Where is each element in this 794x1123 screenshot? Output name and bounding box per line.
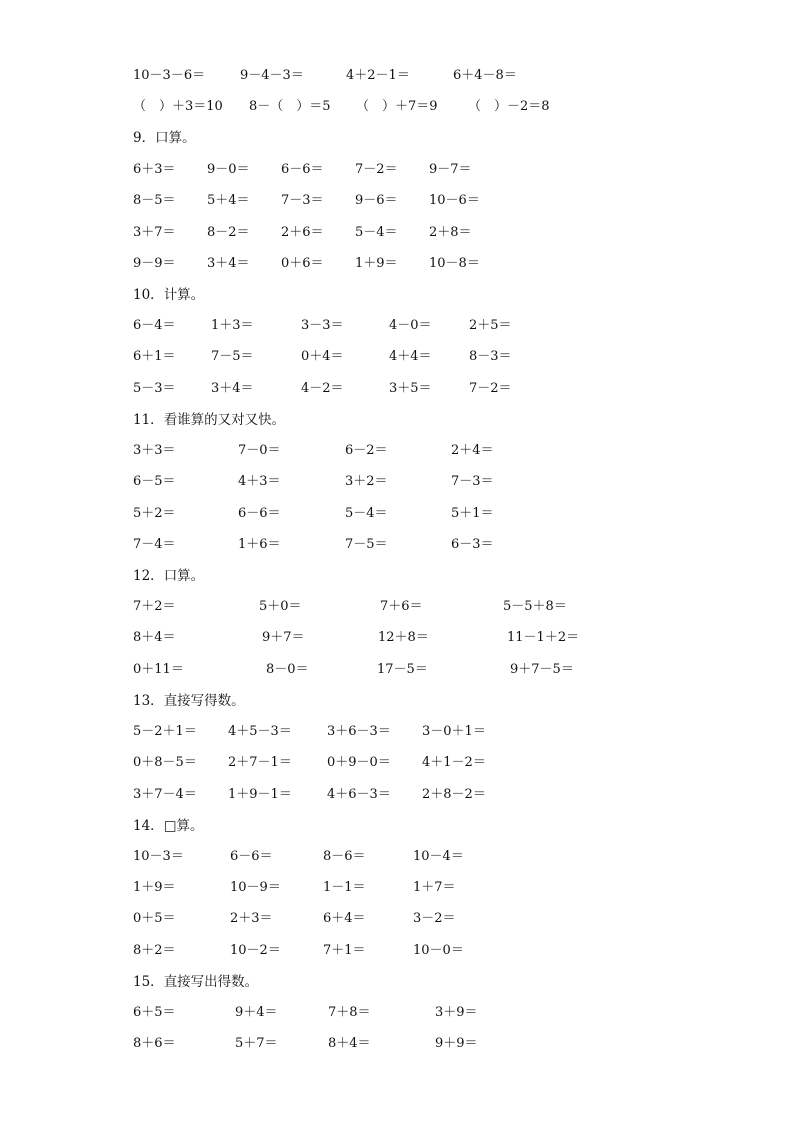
arithmetic-problem: 2＋8－2＝ — [422, 787, 486, 802]
arithmetic-problem: 5＋1＝ — [451, 506, 494, 521]
arithmetic-problem: 7＋6＝ — [380, 599, 423, 614]
problem-row — [0, 629, 794, 647]
arithmetic-problem: 6－4＝ — [133, 318, 176, 333]
arithmetic-problem: 6－3＝ — [451, 537, 494, 552]
problem-row — [0, 317, 794, 335]
arithmetic-problem: 2＋8＝ — [429, 225, 472, 240]
arithmetic-problem: 5－4＝ — [345, 506, 388, 521]
arithmetic-problem: 7－4＝ — [133, 537, 176, 552]
arithmetic-problem: 7－0＝ — [238, 443, 281, 458]
arithmetic-problem: 10－9＝ — [230, 880, 281, 895]
arithmetic-problem: 10－0＝ — [413, 943, 464, 958]
section-number: 9． — [133, 130, 156, 146]
arithmetic-problem: 3＋6－3＝ — [327, 724, 391, 739]
arithmetic-problem: 1＋3＝ — [211, 318, 254, 333]
problem-row — [0, 661, 794, 679]
arithmetic-problem: 3－0＋1＝ — [422, 724, 486, 739]
arithmetic-problem: 4＋3＝ — [238, 474, 281, 489]
arithmetic-problem: 0＋8－5＝ — [133, 755, 197, 770]
arithmetic-problem: 10－3＝ — [133, 849, 184, 864]
arithmetic-problem: 0＋6＝ — [281, 256, 324, 271]
arithmetic-problem: 5＋7＝ — [235, 1036, 278, 1051]
arithmetic-problem: 5＋2＝ — [133, 506, 176, 521]
arithmetic-problem: 0＋11＝ — [133, 662, 184, 677]
arithmetic-problem: 3＋7－4＝ — [133, 787, 197, 802]
arithmetic-problem: 0＋5＝ — [133, 911, 176, 926]
arithmetic-problem: 5－4＝ — [355, 225, 398, 240]
arithmetic-problem: 6＋1＝ — [133, 349, 176, 364]
arithmetic-problem: （ ）－2＝8 — [468, 99, 550, 114]
problem-row — [0, 505, 794, 523]
arithmetic-problem: 1＋6＝ — [238, 537, 281, 552]
arithmetic-problem: 12＋8＝ — [378, 630, 429, 645]
section-title: □算。 — [163, 818, 204, 834]
problem-row — [0, 98, 794, 116]
arithmetic-problem: 6－6＝ — [281, 162, 324, 177]
arithmetic-problem: 7－2＝ — [355, 162, 398, 177]
problem-row — [0, 536, 794, 554]
arithmetic-problem: 1＋9＝ — [133, 880, 176, 895]
arithmetic-problem: 5＋0＝ — [259, 599, 302, 614]
arithmetic-problem: 8＋6＝ — [133, 1036, 176, 1051]
arithmetic-problem: 9＋4＝ — [235, 1005, 278, 1020]
section-number: 12． — [133, 568, 164, 584]
arithmetic-problem: 3＋9＝ — [435, 1005, 478, 1020]
problem-row — [0, 473, 794, 491]
arithmetic-problem: 2＋7－1＝ — [228, 755, 292, 770]
section-heading — [133, 129, 196, 147]
problem-row — [0, 224, 794, 242]
arithmetic-problem: 4＋2－1＝ — [346, 68, 410, 83]
arithmetic-problem: 1＋9－1＝ — [228, 787, 292, 802]
arithmetic-problem: 8－0＝ — [266, 662, 309, 677]
arithmetic-problem: 2＋6＝ — [281, 225, 324, 240]
arithmetic-problem: 6－2＝ — [345, 443, 388, 458]
arithmetic-problem: 1＋9＝ — [355, 256, 398, 271]
arithmetic-problem: 7－3＝ — [281, 193, 324, 208]
arithmetic-problem: 3＋2＝ — [345, 474, 388, 489]
section-title: 直接写得数。 — [163, 693, 245, 709]
arithmetic-problem: 7＋2＝ — [133, 599, 176, 614]
arithmetic-problem: 6－6＝ — [238, 506, 281, 521]
section-heading — [133, 973, 258, 991]
section-title: 口算。 — [155, 130, 196, 146]
section-heading — [133, 411, 285, 429]
arithmetic-problem: 3－3＝ — [301, 318, 344, 333]
section-number: 11． — [133, 412, 164, 428]
problem-row — [0, 942, 794, 960]
arithmetic-problem: 9＋9＝ — [435, 1036, 478, 1051]
arithmetic-problem: 3－2＝ — [413, 911, 456, 926]
arithmetic-problem: 8－5＝ — [133, 193, 176, 208]
problem-row — [0, 848, 794, 866]
arithmetic-problem: 6＋4－8＝ — [453, 68, 517, 83]
arithmetic-problem: 4＋6－3＝ — [327, 787, 391, 802]
arithmetic-problem: 8＋4＝ — [328, 1036, 371, 1051]
arithmetic-problem: 6－5＝ — [133, 474, 176, 489]
problem-row — [0, 786, 794, 804]
arithmetic-problem: 1＋7＝ — [413, 880, 456, 895]
section-title: 直接写出得数。 — [163, 974, 259, 990]
arithmetic-problem: 7－5＝ — [345, 537, 388, 552]
problem-row — [0, 1004, 794, 1022]
problem-row — [0, 161, 794, 179]
arithmetic-problem: 10－6＝ — [429, 193, 480, 208]
arithmetic-problem: 9－7＝ — [429, 162, 472, 177]
arithmetic-problem: 3＋4＝ — [211, 381, 254, 396]
section-number: 13． — [133, 693, 164, 709]
section-number: 15． — [133, 974, 164, 990]
problem-row — [0, 1035, 794, 1053]
arithmetic-problem: 5－5＋8＝ — [503, 599, 567, 614]
section-number: 14． — [133, 818, 164, 834]
arithmetic-problem: 5－3＝ — [133, 381, 176, 396]
problem-row — [0, 879, 794, 897]
arithmetic-problem: 4－0＝ — [389, 318, 432, 333]
problem-row — [0, 723, 794, 741]
arithmetic-problem: 8－（ ）＝5 — [249, 99, 331, 114]
problem-row — [0, 380, 794, 398]
section-title: 计算。 — [163, 287, 205, 303]
arithmetic-problem: 6＋5＝ — [133, 1005, 176, 1020]
arithmetic-problem: 4＋5－3＝ — [228, 724, 292, 739]
arithmetic-problem: 9－4－3＝ — [240, 68, 304, 83]
problem-row — [0, 598, 794, 616]
arithmetic-problem: 4＋1－2＝ — [422, 755, 486, 770]
arithmetic-problem: 2＋3＝ — [230, 911, 273, 926]
arithmetic-problem: 10－3－6＝ — [133, 68, 206, 83]
arithmetic-problem: 0＋9－0＝ — [327, 755, 391, 770]
arithmetic-problem: 3＋3＝ — [133, 443, 176, 458]
arithmetic-problem: 10－4＝ — [413, 849, 464, 864]
arithmetic-problem: 8－6＝ — [323, 849, 366, 864]
section-title: 口算。 — [163, 568, 205, 584]
arithmetic-problem: 9－0＝ — [207, 162, 250, 177]
arithmetic-problem: 2＋4＝ — [451, 443, 494, 458]
arithmetic-problem: 7－3＝ — [451, 474, 494, 489]
arithmetic-problem: 0＋4＝ — [301, 349, 344, 364]
arithmetic-problem: 1－1＝ — [323, 880, 366, 895]
arithmetic-problem: 10－2＝ — [230, 943, 281, 958]
arithmetic-problem: 5－2＋1＝ — [133, 724, 197, 739]
arithmetic-problem: 8＋2＝ — [133, 943, 176, 958]
arithmetic-problem: 3＋5＝ — [389, 381, 432, 396]
arithmetic-problem: 9－6＝ — [355, 193, 398, 208]
arithmetic-problem: 9－9＝ — [133, 256, 176, 271]
arithmetic-problem: 2＋5＝ — [469, 318, 512, 333]
problem-row — [0, 754, 794, 772]
arithmetic-problem: 6＋4＝ — [323, 911, 366, 926]
section-heading — [133, 286, 204, 304]
arithmetic-problem: 9＋7＝ — [262, 630, 305, 645]
problem-row — [0, 442, 794, 460]
arithmetic-problem: 9＋7－5＝ — [510, 662, 574, 677]
arithmetic-problem: 7＋8＝ — [328, 1005, 371, 1020]
arithmetic-problem: 8＋4＝ — [133, 630, 176, 645]
section-heading — [133, 817, 203, 835]
arithmetic-problem: 4－2＝ — [301, 381, 344, 396]
problem-row — [0, 348, 794, 366]
arithmetic-problem: 5＋4＝ — [207, 193, 250, 208]
problem-row — [0, 67, 794, 85]
section-number: 10． — [133, 287, 164, 303]
arithmetic-problem: 7＋1＝ — [323, 943, 366, 958]
problem-row — [0, 192, 794, 210]
arithmetic-problem: 10－8＝ — [429, 256, 480, 271]
arithmetic-problem: 8－3＝ — [469, 349, 512, 364]
problem-row — [0, 910, 794, 928]
arithmetic-problem: 3＋7＝ — [133, 225, 176, 240]
arithmetic-problem: 17－5＝ — [377, 662, 428, 677]
section-heading — [133, 567, 204, 585]
arithmetic-problem: 8－2＝ — [207, 225, 250, 240]
section-heading — [133, 692, 245, 710]
arithmetic-problem: 11－1＋2＝ — [507, 630, 580, 645]
problem-row — [0, 255, 794, 273]
arithmetic-problem: 4＋4＝ — [389, 349, 432, 364]
arithmetic-problem: 7－2＝ — [469, 381, 512, 396]
arithmetic-problem: 3＋4＝ — [207, 256, 250, 271]
arithmetic-problem: （ ）＋7＝9 — [356, 99, 438, 114]
arithmetic-problem: 6－6＝ — [230, 849, 273, 864]
arithmetic-problem: 6＋3＝ — [133, 162, 176, 177]
section-title: 看谁算的又对又快。 — [163, 412, 286, 428]
arithmetic-problem: 7－5＝ — [211, 349, 254, 364]
arithmetic-problem: （ ）＋3＝10 — [133, 99, 223, 114]
